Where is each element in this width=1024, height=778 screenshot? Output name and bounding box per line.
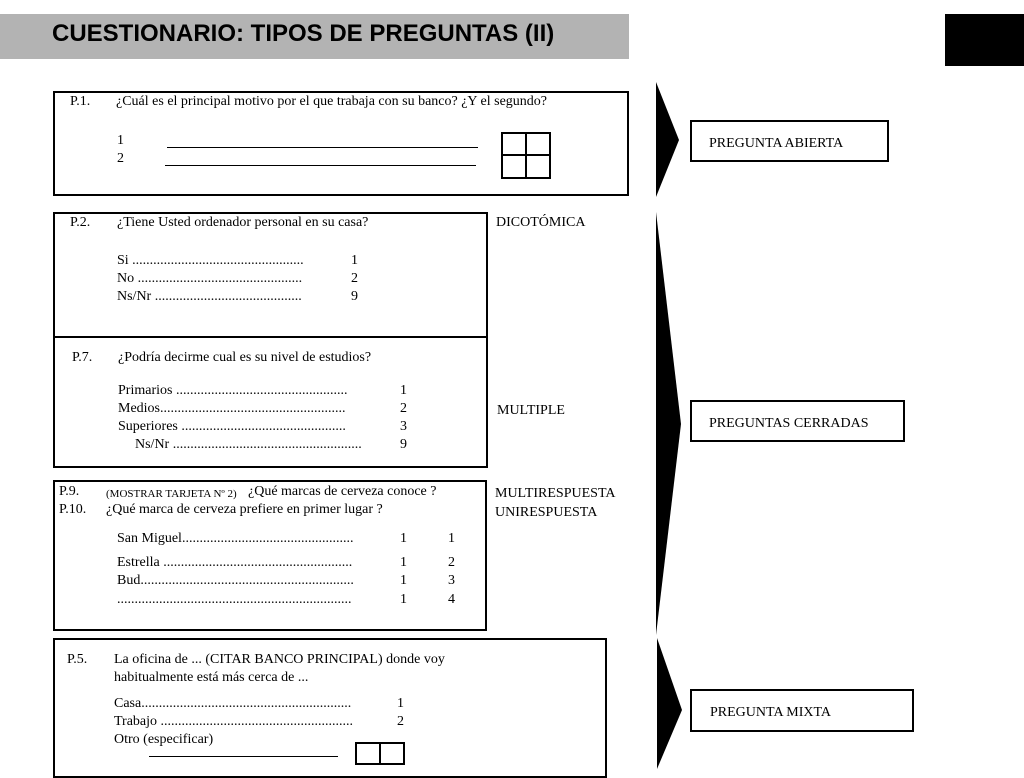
- code-cell[interactable]: [501, 132, 527, 156]
- option-code: 1: [397, 696, 404, 711]
- type-label-multirespuesta: MULTIRESPUESTA: [495, 486, 616, 501]
- option-code: 3: [400, 419, 407, 434]
- option-label: Casa............................................................: [114, 696, 352, 711]
- option-code: 2: [351, 271, 358, 286]
- option-label: Ns/Nr ..........................................: [117, 289, 302, 304]
- option-code: 1: [351, 253, 358, 268]
- bracket-arrow-mixta: [656, 638, 684, 769]
- question-number: P.7.: [72, 350, 93, 365]
- category-label: PREGUNTAS CERRADAS: [709, 416, 869, 431]
- option-code: 4: [448, 592, 455, 607]
- question-text: La oficina de ... (CITAR BANCO PRINCIPAL) donde voy: [114, 652, 445, 667]
- option-label: Medios.....................................................: [118, 401, 346, 416]
- option-label: Superiores ...............................................: [118, 419, 346, 434]
- page-title: CUESTIONARIO: TIPOS DE PREGUNTAS (II): [52, 20, 555, 47]
- type-label-multiple: MULTIPLE: [497, 403, 565, 418]
- option-code: 1: [400, 531, 407, 546]
- option-label: Trabajo .......................................................: [114, 714, 354, 729]
- option-code: 1: [400, 592, 407, 607]
- answer-line[interactable]: [167, 147, 478, 148]
- option-label: San Miguel.................................................: [117, 531, 354, 546]
- type-label-unirespuesta: UNIRESPUESTA: [495, 505, 598, 520]
- instruction-text: (MOSTRAR TARJETA Nº 2): [106, 488, 237, 500]
- category-label: PREGUNTA MIXTA: [710, 705, 832, 720]
- answer-line[interactable]: [149, 756, 338, 757]
- type-label-dicotomica: DICOTÓMICA: [496, 215, 586, 230]
- option-label: Estrella ......................................................: [117, 555, 353, 570]
- code-cell[interactable]: [379, 742, 405, 765]
- category-box-cerradas: [690, 400, 905, 442]
- option-code: 9: [400, 437, 407, 452]
- answer-line-label: 1: [117, 133, 124, 148]
- category-label: PREGUNTA ABIERTA: [709, 136, 844, 151]
- option-label-other: Otro (especificar): [114, 732, 214, 747]
- corner-block: [945, 14, 1024, 66]
- answer-line-label: 2: [117, 151, 124, 166]
- option-code: 1: [400, 555, 407, 570]
- question-number: P.2.: [70, 215, 91, 230]
- question-number: P.10.: [59, 502, 87, 517]
- option-label: Ns/Nr ......................................................: [135, 437, 362, 452]
- code-cell[interactable]: [501, 154, 527, 179]
- option-code: 2: [400, 401, 407, 416]
- question-text: habitualmente está más cerca de ...: [114, 670, 309, 685]
- code-cell[interactable]: [525, 154, 551, 179]
- option-code: 1: [448, 531, 455, 546]
- option-code: 2: [448, 555, 455, 570]
- category-box-abierta: [690, 120, 889, 162]
- option-code: 1: [400, 573, 407, 588]
- option-code: 3: [448, 573, 455, 588]
- question-number: P.9.: [59, 484, 80, 499]
- answer-line[interactable]: [165, 165, 476, 166]
- option-code: 9: [351, 289, 358, 304]
- question-number: P.1.: [70, 94, 91, 109]
- option-code: 1: [400, 383, 407, 398]
- bracket-arrow-cerradas: [655, 212, 683, 636]
- category-box-mixta: [690, 689, 914, 732]
- option-label: Primarios .................................................: [118, 383, 348, 398]
- question-text: ¿Podría decirme cual es su nivel de estudios?: [118, 350, 372, 365]
- question-text: ¿Qué marca de cerveza prefiere en primer lugar ?: [106, 502, 383, 517]
- question-text: ¿Cuál es el principal motivo por el que trabaja con su banco? ¿Y el segundo?: [116, 94, 547, 109]
- option-label: No ...............................................: [117, 271, 303, 286]
- code-cell[interactable]: [525, 132, 551, 156]
- option-label: Si .................................................: [117, 253, 304, 268]
- question-number: P.5.: [67, 652, 88, 667]
- code-cell[interactable]: [355, 742, 381, 765]
- option-label: ...................................................................: [117, 592, 352, 607]
- option-label: Bud.............................................................: [117, 573, 354, 588]
- question-text: ¿Qué marcas de cerveza conoce ?: [248, 484, 437, 499]
- option-code: 2: [397, 714, 404, 729]
- question-text: ¿Tiene Usted ordenador personal en su casa?: [117, 215, 369, 230]
- bracket-arrow-abierta: [655, 82, 681, 198]
